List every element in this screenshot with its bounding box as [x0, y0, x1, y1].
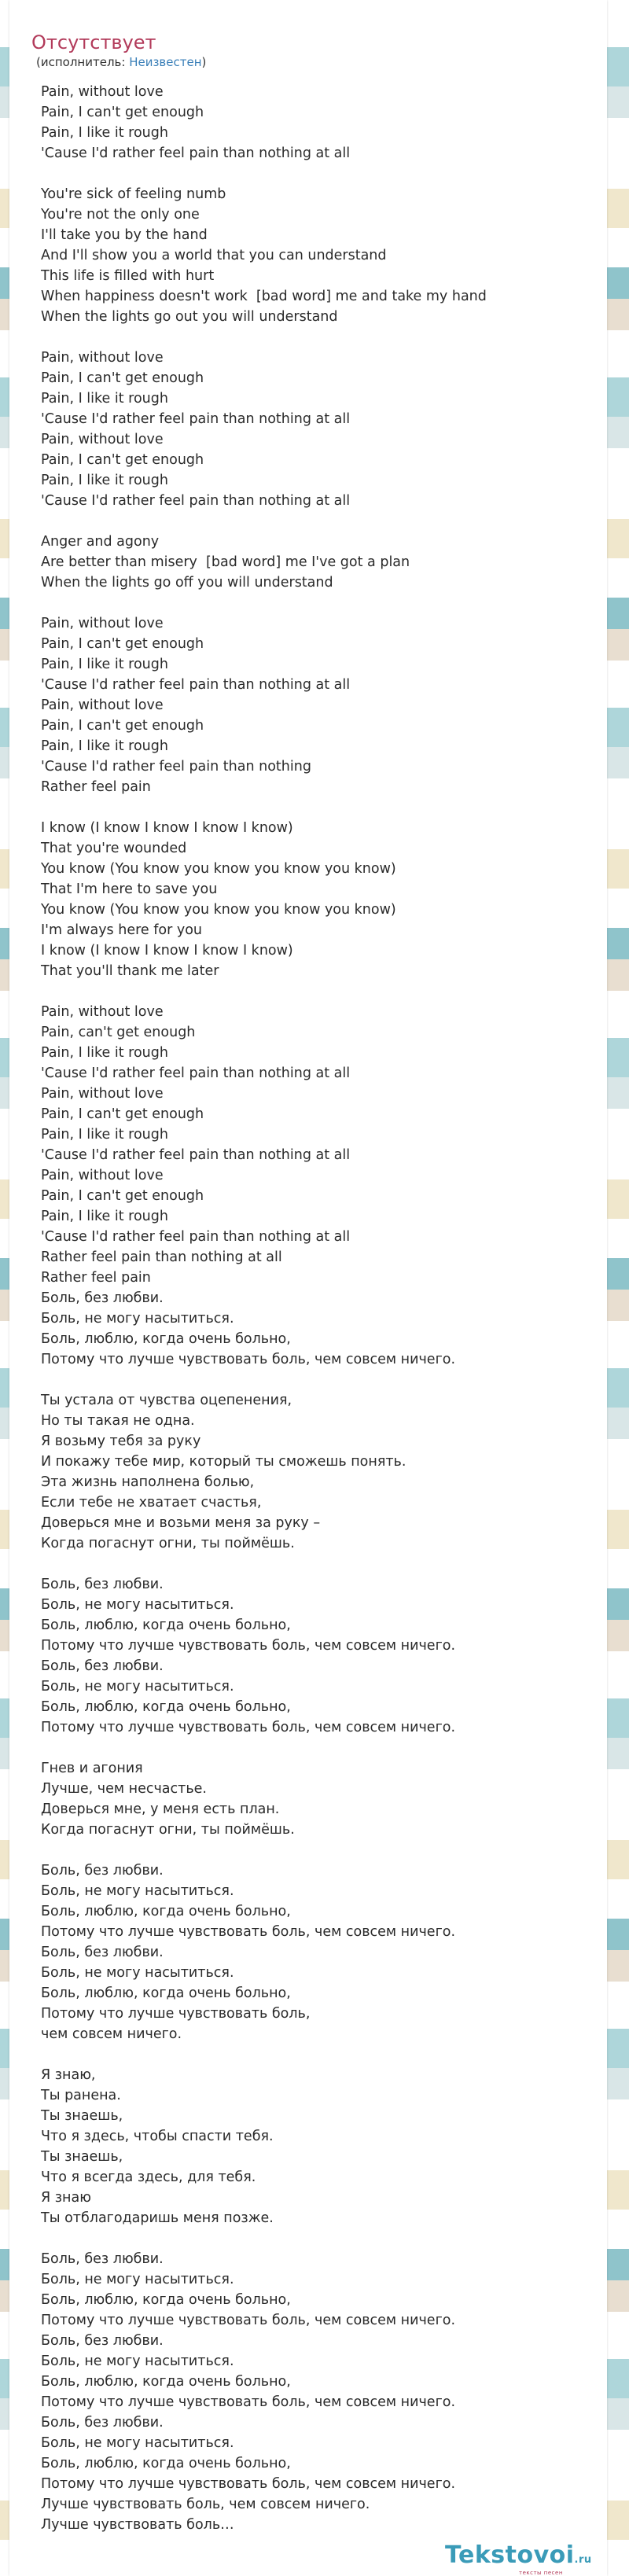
lyric-line: Pain, I like it rough: [41, 1209, 168, 1224]
lyric-line: Я знаю,: [41, 2067, 96, 2083]
lyric-line: And I'll show you a world that you can understand: [41, 248, 387, 263]
lyric-line: Потому что лучше чувствовать боль, чем совсем ничего.: [41, 2476, 456, 2492]
lyric-line: Боль, люблю, когда очень больно,: [41, 1985, 291, 2001]
lyric-line: Потому что лучше чувствовать боль,: [41, 2006, 311, 2022]
lyric-line: Боль, без любви.: [41, 1945, 164, 1960]
lyric-line: Гнев и агония: [41, 1761, 143, 1776]
lyric-line: [41, 981, 607, 1002]
lyric-line: Что я всегда здесь, для тебя.: [41, 2169, 256, 2185]
logo-domain: .ru: [574, 2554, 592, 2566]
lyric-line: That I'm here to save you: [41, 881, 218, 897]
song-title: Отсутствует: [31, 31, 156, 53]
lyric-line: Боль, без любви.: [41, 2333, 164, 2349]
lyric-line: Боль, не могу насытиться.: [41, 1679, 234, 1695]
lyric-line: Боль, не могу насытиться.: [41, 2435, 234, 2451]
lyric-line: Когда погаснут огни, ты поймёшь.: [41, 1822, 295, 1838]
lyric-line: Pain, I can't get enough: [41, 370, 204, 386]
performer-prefix: (исполнитель:: [36, 55, 130, 69]
lyric-line: Pain, I like it rough: [41, 1127, 168, 1143]
lyric-line: Лучше чувствовать боль, чем совсем ничего.: [41, 2497, 370, 2512]
lyrics-card: [9, 0, 607, 2576]
lyric-line: Боль, не могу насытиться.: [41, 1883, 234, 1899]
lyric-line: Боль, не могу насытиться.: [41, 2272, 234, 2287]
lyric-line: Что я здесь, чтобы спасти тебя.: [41, 2129, 274, 2144]
lyric-line: Боль, без любви.: [41, 1577, 164, 1592]
lyric-line: [41, 1554, 607, 1574]
lyric-line: 'Cause I'd rather feel pain than nothing at all: [41, 145, 351, 161]
lyric-line: Боль, не могу насытиться.: [41, 1597, 234, 1613]
lyric-line: Потому что лучше чувствовать боль, чем совсем ничего.: [41, 1352, 456, 1367]
lyric-line: Rather feel pain: [41, 779, 151, 795]
lyric-line: Если тебе не хватает счастья,: [41, 1495, 262, 1511]
lyric-line: I'm always here for you: [41, 922, 203, 938]
lyric-line: Боль, не могу насытиться.: [41, 1965, 234, 1981]
lyric-line: Лучше чувствовать боль…: [41, 2517, 234, 2533]
lyric-line: Я возьму тебя за руку: [41, 1433, 201, 1449]
lyric-line: Боль, без любви.: [41, 2251, 164, 2267]
lyric-line: You're sick of feeling numb: [41, 186, 226, 202]
lyric-line: [41, 1738, 607, 1758]
lyric-line: Pain, without love: [41, 697, 164, 713]
lyric-line: 'Cause I'd rather feel pain than nothing at all: [41, 411, 351, 427]
lyric-line: When the lights go out you will understand: [41, 309, 338, 325]
lyric-line: Pain, I can't get enough: [41, 1106, 204, 1122]
lyric-line: [41, 2228, 607, 2249]
lyric-line: Pain, without love: [41, 432, 164, 447]
lyric-line: Боль, не могу насытиться.: [41, 2353, 234, 2369]
lyric-line: 'Cause I'd rather feel pain than nothing at all: [41, 677, 351, 693]
lyric-line: Боль, без любви.: [41, 2415, 164, 2431]
lyric-line: [41, 327, 607, 348]
lyric-line: I'll take you by the hand: [41, 227, 208, 243]
lyric-line: Потому что лучше чувствовать боль, чем совсем ничего.: [41, 2313, 456, 2328]
lyric-line: Ты знаешь,: [41, 2149, 123, 2165]
lyric-line: Pain, I like it rough: [41, 125, 168, 141]
lyric-line: Anger and agony: [41, 534, 160, 550]
lyric-line: Потому что лучше чувствовать боль, чем совсем ничего.: [41, 2394, 456, 2410]
lyric-line: Pain, I can't get enough: [41, 452, 204, 468]
lyric-line: [41, 1840, 607, 1860]
lyric-line: Pain, can't get enough: [41, 1025, 196, 1040]
lyric-line: Pain, without love: [41, 1168, 164, 1183]
lyric-line: Pain, I can't get enough: [41, 1188, 204, 1204]
lyric-line: 'Cause I'd rather feel pain than nothing: [41, 759, 311, 775]
lyric-line: 'Cause I'd rather feel pain than nothing at all: [41, 1147, 351, 1163]
lyric-line: Доверься мне и возьми меня за руку –: [41, 1515, 321, 1531]
lyric-line: Боль, без любви.: [41, 1290, 164, 1306]
lyric-line: Ты устала от чувства оцепенения,: [41, 1393, 292, 1408]
lyric-line: Pain, I like it rough: [41, 657, 168, 672]
lyric-line: Я знаю: [41, 2190, 91, 2206]
lyric-line: Потому что лучше чувствовать боль, чем совсем ничего.: [41, 1924, 456, 1940]
lyric-line: You're not the only one: [41, 207, 200, 223]
lyric-line: Pain, without love: [41, 350, 164, 366]
lyric-line: When happiness doesn't work [bad word] me and take my hand: [41, 289, 487, 304]
lyric-line: Pain, I like it rough: [41, 738, 168, 754]
lyric-line: Потому что лучше чувствовать боль, чем совсем ничего.: [41, 1638, 456, 1654]
lyric-line: Pain, I like it rough: [41, 473, 168, 488]
lyric-line: Pain, I can't get enough: [41, 718, 204, 734]
lyric-line: Pain, without love: [41, 1086, 164, 1102]
lyric-line: Ты ранена.: [41, 2088, 121, 2103]
lyric-line: 'Cause I'd rather feel pain than nothing at all: [41, 493, 351, 509]
lyric-line: Pain, without love: [41, 1004, 164, 1020]
lyric-line: [41, 797, 607, 818]
lyric-line: [41, 164, 607, 184]
lyric-line: Боль, люблю, когда очень больно,: [41, 2456, 291, 2471]
lyric-line: Pain, without love: [41, 616, 164, 631]
lyric-line: Ты отблагодаришь меня позже.: [41, 2210, 274, 2226]
lyric-line: Pain, I can't get enough: [41, 636, 204, 652]
lyric-line: That you'll thank me later: [41, 963, 219, 979]
lyric-line: Pain, without love: [41, 84, 164, 100]
lyric-line: [41, 2044, 607, 2065]
logo-main: Tekstovoi: [445, 2541, 575, 2569]
performer-line: [36, 55, 206, 69]
lyric-line: You know (You know you know you know you know): [41, 861, 396, 877]
lyric-line: 'Cause I'd rather feel pain than nothing at all: [41, 1065, 351, 1081]
lyric-line: Pain, I can't get enough: [41, 105, 204, 120]
site-logo[interactable]: [445, 2541, 592, 2569]
lyric-line: [41, 593, 607, 613]
lyric-line: I know (I know I know I know I know): [41, 820, 293, 836]
lyric-line: [41, 1370, 607, 1390]
lyric-line: Rather feel pain: [41, 1270, 151, 1286]
logo-tagline: тексты песен: [519, 2570, 563, 2576]
lyric-line: И покажу тебе мир, который ты сможешь понять.: [41, 1454, 406, 1470]
lyric-line: When the lights go off you will understand: [41, 575, 333, 591]
lyric-line: Ты знаешь,: [41, 2108, 123, 2124]
lyric-line: Доверься мне, у меня есть план.: [41, 1801, 280, 1817]
lyric-line: Лучше, чем несчастье.: [41, 1781, 207, 1797]
lyric-line: Pain, I like it rough: [41, 391, 168, 407]
lyric-line: Боль, люблю, когда очень больно,: [41, 2292, 291, 2308]
lyric-line: Боль, не могу насытиться.: [41, 1311, 234, 1327]
lyric-line: Боль, люблю, когда очень больно,: [41, 1331, 291, 1347]
lyric-line: Но ты такая не одна.: [41, 1413, 195, 1429]
lyric-line: Потому что лучше чувствовать боль, чем совсем ничего.: [41, 1720, 456, 1735]
lyric-line: Боль, люблю, когда очень больно,: [41, 1617, 291, 1633]
lyric-line: 'Cause I'd rather feel pain than nothing at all: [41, 1229, 351, 1245]
lyric-line: Боль, люблю, когда очень больно,: [41, 1904, 291, 1919]
lyric-line: This life is filled with hurt: [41, 268, 215, 284]
lyric-line: That you're wounded: [41, 841, 187, 856]
performer-suffix: ): [201, 55, 207, 69]
lyric-line: I know (I know I know I know I know): [41, 943, 293, 959]
lyric-line: Боль, без любви.: [41, 1863, 164, 1879]
lyric-line: Боль, люблю, когда очень больно,: [41, 2374, 291, 2390]
lyric-line: You know (You know you know you know you know): [41, 902, 396, 918]
lyric-line: Pain, I like it rough: [41, 1045, 168, 1061]
lyric-line: Боль, люблю, когда очень больно,: [41, 1699, 291, 1715]
lyric-line: [41, 511, 607, 532]
lyric-line: Эта жизнь наполнена болью,: [41, 1474, 255, 1490]
lyric-line: Rather feel pain than nothing at all: [41, 1249, 282, 1265]
performer-link[interactable]: Неизвестен: [129, 55, 202, 69]
lyrics-text: [41, 82, 607, 2535]
lyric-line: Когда погаснут огни, ты поймёшь.: [41, 1536, 295, 1551]
lyric-line: чем совсем ничего.: [41, 2026, 182, 2042]
lyric-line: Боль, без любви.: [41, 1658, 164, 1674]
lyric-line: Are better than misery [bad word] me I've got a plan: [41, 554, 410, 570]
